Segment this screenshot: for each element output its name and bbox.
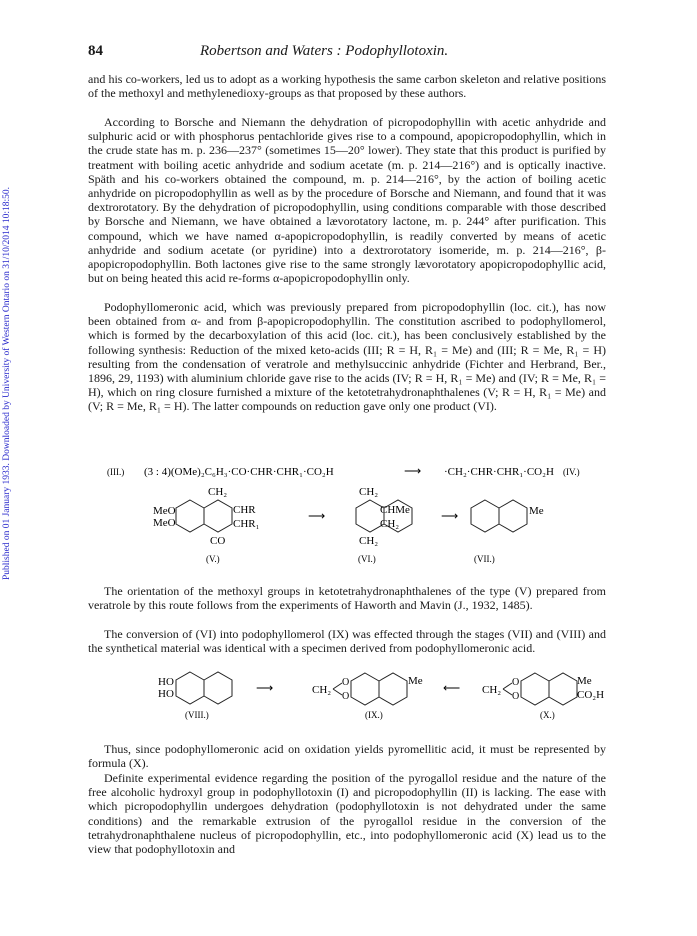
- label-VIII: (VIII.): [185, 710, 209, 720]
- paragraph-1: and his co-workers, led us to adopt as a working hypothesis the same carbon skeleton and relative positions of the methoxyl and methylenedioxy-groups as that proposed by these authors.: [88, 72, 606, 101]
- VI-chme: CHMe: [380, 504, 410, 516]
- page-number: 84: [88, 43, 103, 59]
- V-co: CO: [210, 535, 226, 547]
- arrow-III-IV: ⟶: [404, 464, 422, 478]
- IX-o-1: O: [342, 677, 350, 688]
- ring-VII-b: [499, 500, 527, 532]
- X-me: Me: [577, 675, 592, 687]
- label-V: (V.): [206, 554, 220, 564]
- ring-IX-a: [351, 673, 379, 705]
- formula-IV: ·CH₂·CHR·CHR₁·CO₂H: [444, 466, 554, 478]
- structure-VI: [356, 486, 412, 564]
- structure-VIII: [158, 672, 232, 720]
- label-VI: (VI.): [358, 554, 376, 564]
- paragraph-7: Definite experimental evidence regarding the position of the pyrogallol residue and the nature of the free alcoholic hydroxyl group in podophyllotoxin (I) and picropodophyllin (II) is lacking. The ease with which picropodophyllin undergoes dehydration (podophyllotoxin is not dehydrated under the same conditions) and the remarkable extrusion of the pyrogallol residue in the conversion of the tetrahydronaphthalene nucleus of picropodophyllin, etc., into podophyllomeronic acid (X) lead us to the view that podophyllotoxin and: [88, 771, 606, 857]
- V-meo-1: MeO: [153, 505, 176, 517]
- ring-IX-b: [379, 673, 407, 705]
- arrow-VIII-IX: ⟶: [256, 681, 274, 695]
- scheme-2-drawing: [80, 660, 620, 730]
- scheme-synthesis-2: [80, 660, 620, 730]
- label-IX: (IX.): [365, 710, 383, 720]
- X-o-2: O: [512, 691, 520, 702]
- V-chr: CHR: [233, 504, 256, 516]
- X-dioxy-bonds: [503, 683, 512, 695]
- ring-X-b: [549, 673, 577, 705]
- X-ch2: CH₂: [482, 684, 502, 696]
- IX-me: Me: [408, 675, 423, 687]
- VIII-ho-1: HO: [158, 676, 174, 688]
- IX-o-2: O: [342, 691, 350, 702]
- paragraph-6: Thus, since podophyllomeronic acid on oxidation yields pyromellitic acid, it must be represented by formula (X).: [88, 742, 606, 771]
- IX-dioxy-bonds: [333, 683, 342, 695]
- ring-VII-a: [471, 500, 499, 532]
- paragraph-3: Podophyllomeronic acid, which was previously prepared from picropodophyllin (loc. cit.), has now been obtained from α- and from β-apopicropodophyllin. The constitution ascribed to podophyllomerol, which is formed by the decarboxylation of this acid (loc. cit.), has been conclusively established by the following synthesis: Reduction of the mixed keto-acids (III; R = H, R₁ = Me) and (III; R = Me, R₁ = H) resulting from the condensation of veratrole and methylsuccinic anhydride (Fichter and Herbrand, Ber., 1896, 29, 1193) with aluminium chloride gave rise to the acids (IV; R = H, R₁ = Me) and (IV; R = Me, R₁ = H), which on ring closure furnished a mixture of the ketotetrahydronaphthalenes (V; R = H, R₁ = Me) and (V; R = Me, R₁ = H). The latter compounds on reduction gave only one product (VI).: [88, 300, 606, 414]
- ring-VIII-a: [176, 672, 204, 704]
- paragraph-5: The conversion of (VI) into podophyllomerol (IX) was effected through the stages (VII) and (VIII) and the synthetical material was identical with a specimen derived from podophyllomeronic acid.: [88, 627, 606, 656]
- V-ch2: CH₂: [208, 486, 228, 498]
- download-watermark: [2, 90, 16, 590]
- arrow-V-VI: ⟶: [308, 509, 326, 523]
- arrow-VI-VII: ⟶: [441, 509, 459, 523]
- ring-V-a: [176, 500, 204, 532]
- label-VII: (VII.): [474, 554, 495, 564]
- label-IV: (IV.): [563, 467, 580, 477]
- running-head: Robertson and Waters : Podophyllotoxin.: [200, 43, 449, 59]
- label-III: (III.): [107, 467, 125, 477]
- formula-III: (3 : 4)(OMe)₂C₆H₃·CO·CHR·CHR₁·CO₂H: [144, 466, 334, 478]
- paragraph-2: According to Borsche and Niemann the dehydration of picropodophyllin with acetic anhydride and sulphuric acid or with phosphorus pentachloride gives rise to a compound, apopicropodophyllin, which in the crude state has m. p. 236—237° (sometimes 15—20° lower). They state that this product is purified by treatment with boiling acetic anhydride and sodium acetate (m. p. 214—216°) and is optically inactive. Späth and his co-workers obtained the compound, m. p. 214—216°, by the action of boiling acetic anhydride on picropodophyllin as well as by the procedure of Borsche and Niemann, and found that it was dextrorotatory. By the dehydration of picropodophyllin, using conditions comparable with those described by Borsche and Niemann, we have obtained a lævorotatory lactone, m. p. 244° after purification. This compound, which we have named α-apopicropodophyllin, is readily converted by means of acetic anhydride and sodium acetate (or pyridine) into a dextrorotatory isomeride, m. p. 214—216°, β-apopicropodophyllin. Both lactones give rise to the same strongly lævorotatory apopicropodophyllic acid, but on being heated this acid re-forms α-apopicropodophyllin only.: [88, 115, 606, 286]
- X-co2h: CO₂H: [577, 689, 605, 701]
- paragraph-4: The orientation of the methoxyl groups in ketotetrahydronaphthalenes of the type (V) prepared from veratrole by this route follows from the experiments of Haworth and Mavin (J., 1932, 1485).: [88, 584, 606, 613]
- ring-X-a: [521, 673, 549, 705]
- structure-V: [153, 486, 260, 564]
- structure-VII: [471, 500, 544, 564]
- page-header: [88, 43, 608, 63]
- scheme-synthesis-1: [80, 462, 620, 577]
- arrow-X-IX: ⟵: [443, 681, 461, 695]
- watermark-text: Published on 01 January 1933. Downloaded by University of Western Ontario on 31/10/2014 10:18:50.: [2, 186, 12, 580]
- VI-ch2-b: CH₂: [380, 518, 400, 530]
- VIII-ho-2: HO: [158, 688, 174, 700]
- VI-ch2-c: CH₂: [359, 535, 379, 547]
- ring-V-b: [204, 500, 232, 532]
- V-meo-2: MeO: [153, 517, 176, 529]
- VI-ch2: CH₂: [359, 486, 379, 498]
- structure-X: [482, 673, 604, 720]
- V-chr1: CHR₁: [233, 518, 260, 530]
- IX-ch2: CH₂: [312, 684, 332, 696]
- X-o-1: O: [512, 677, 520, 688]
- scheme-1-drawing: [80, 462, 620, 577]
- ring-VIII-b: [204, 672, 232, 704]
- VII-me: Me: [529, 505, 544, 517]
- structure-IX: [312, 673, 423, 720]
- label-X: (X.): [540, 710, 555, 720]
